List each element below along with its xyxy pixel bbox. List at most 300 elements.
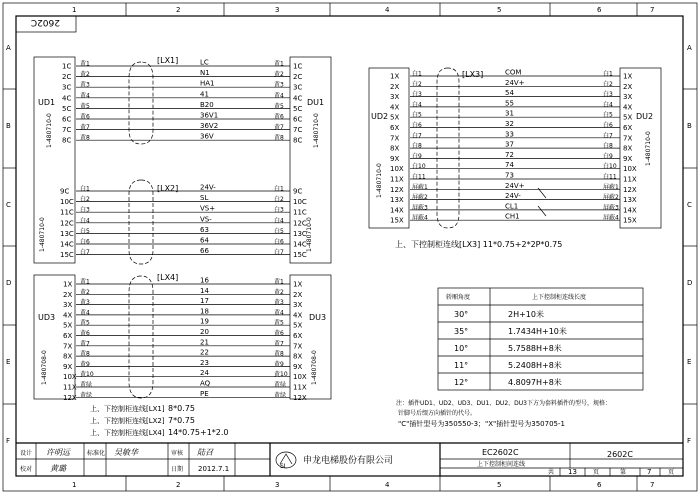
wire-label: 73: [505, 171, 514, 180]
wire-tag-left: 白3: [80, 206, 90, 214]
pin-label-right: 5X: [293, 321, 303, 330]
column-marker-bottom: 1: [72, 481, 77, 489]
column-marker-top: 3: [275, 6, 280, 14]
pin-label-left: 4X: [63, 311, 73, 320]
lx1-spec-label: 上、下控制柜连线[LX1]: [90, 405, 165, 413]
wire-tag-right: 黄2: [274, 288, 284, 296]
row-marker-right: A: [687, 44, 692, 52]
wire-tag-right: 黄6: [274, 113, 284, 121]
ud2-label: UD2: [371, 112, 389, 121]
pin-label-left: 12C: [60, 219, 74, 228]
wire-label: 36V: [200, 132, 214, 141]
column-marker-top: 1: [72, 6, 77, 14]
table-cell-length: 5.2408H+8米: [508, 361, 562, 370]
wire-tag-left: 黄1: [80, 60, 90, 68]
pin-label-left: 4C: [62, 94, 72, 103]
wire-tag-left: 黄4: [80, 309, 90, 317]
sheet-unit: 页: [668, 469, 675, 476]
row-marker-left: C: [6, 201, 11, 209]
pin-label-right: 12X: [293, 393, 307, 402]
wire-label: COM: [505, 68, 522, 77]
wire-tag-left: 屏蔽3: [412, 204, 428, 212]
wire-label: 21: [200, 338, 209, 347]
date-value: 2012.7.1: [198, 465, 230, 473]
signature-check: 黄璐: [50, 464, 66, 473]
wire-tag-left: 白4: [412, 101, 422, 109]
lx1-bundle-outline: [129, 62, 153, 144]
lx2-spec-value: 7*0.75: [168, 416, 195, 425]
pin-label-right: 13X: [623, 196, 637, 205]
lx2-spec-label: 上、下控制柜连线[LX2]: [90, 417, 165, 425]
wire-tag-right: 黄8: [274, 350, 284, 358]
table-cell-length: 5.7588H+8米: [508, 344, 562, 353]
total-label: 共: [548, 469, 555, 476]
wire-tag-right: 屏蔽1: [603, 183, 619, 191]
row-marker-left: A: [6, 44, 11, 52]
pin-label-right: 14C: [293, 240, 307, 249]
remark-line-3: "C"插针型号为350550-3；"X"插针型号为350705-1: [398, 420, 565, 428]
wire-label: CH1: [505, 212, 520, 221]
wire-label: HA1: [200, 79, 215, 88]
ud3-part: 1-480708-0: [41, 350, 48, 385]
row-marker-left: B: [6, 122, 11, 130]
wire-label: 36V2: [200, 122, 219, 131]
wire-label: 24V-: [505, 192, 521, 201]
column-marker-top: 5: [497, 6, 502, 14]
pin-label-right: 7X: [293, 342, 303, 351]
pin-label-left: 10C: [60, 198, 74, 207]
pin-label-left: 9X: [63, 362, 73, 371]
pin-label-right: 15X: [623, 216, 637, 225]
wire-tag-right: 白6: [274, 238, 284, 246]
wire-label: 31: [505, 109, 514, 118]
du3-label: DU3: [309, 313, 327, 322]
wire-label: 23: [200, 358, 209, 367]
wire-label: 37: [505, 140, 514, 149]
wire-tag-right: 白11: [603, 173, 617, 181]
wire-tag-left: 白7: [412, 132, 422, 140]
du1-part-lower: 1-480710-0: [306, 217, 313, 252]
signature-approve: 陆召: [197, 448, 213, 457]
wire-tag-left: 白9: [412, 152, 422, 160]
pin-label-right: 2X: [623, 82, 633, 91]
pin-label-left: 10X: [63, 373, 77, 382]
role-design: 设计: [20, 450, 33, 457]
date-label: 日期: [171, 466, 184, 473]
pin-label-right: 12C: [293, 219, 307, 228]
pin-label-left: 11X: [390, 175, 404, 184]
role-check: 校对: [20, 466, 33, 473]
column-marker-top: 7: [650, 6, 655, 14]
wire-label: 66: [200, 247, 209, 256]
wire-tag-right: 白5: [603, 111, 613, 119]
pin-label-right: 4X: [623, 103, 633, 112]
table-cell-length: 4.8097H+8米: [508, 378, 562, 387]
ud1-part-upper: 1-480710-0: [46, 113, 53, 148]
wire-tag-left: 黄1: [80, 278, 90, 286]
wire-tag-left: 黄绿: [80, 391, 93, 399]
wire-tag-left: 屏蔽2: [412, 194, 428, 202]
wire-tag-right: 黄7: [274, 340, 284, 348]
table-cell-angle: 10°: [454, 344, 469, 353]
wire-label: 36V1: [200, 111, 219, 120]
wire-tag-right: 屏蔽3: [603, 204, 619, 212]
wire-tag-left: 白2: [80, 196, 90, 204]
row-marker-right: B: [687, 122, 692, 130]
wire-label: 54: [505, 89, 514, 98]
pin-label-left: 2C: [62, 73, 72, 82]
row-marker-right: E: [687, 358, 692, 366]
column-marker-bottom: 4: [385, 481, 390, 489]
wire-tag-right: 黄3: [274, 299, 284, 307]
sheet-label: 第: [620, 469, 627, 476]
wire-tag-left: 黄3: [80, 81, 90, 89]
column-marker-top: 6: [597, 6, 602, 14]
wire-tag-left: 黄4: [80, 92, 90, 100]
sheet-number: 7: [647, 468, 652, 476]
pin-label-left: 1C: [62, 62, 72, 71]
du1-label: DU1: [307, 98, 325, 107]
pin-label-right: 3X: [623, 93, 633, 102]
column-marker-top: 2: [176, 6, 181, 14]
pin-label-left: 14X: [390, 206, 404, 215]
wire-tag-left: 黄7: [80, 340, 90, 348]
ud2-part: 1-480710-0: [376, 163, 383, 198]
column-marker-bottom: 6: [597, 481, 602, 489]
pin-label-left: 6X: [390, 124, 400, 132]
wire-label: 18: [200, 307, 209, 316]
wire-label: CL1: [505, 202, 519, 211]
pin-label-left: 8C: [62, 136, 72, 145]
pin-label-left: 8X: [63, 352, 73, 361]
wire-tag-right: 白5: [274, 227, 284, 235]
pin-label-left: 1X: [63, 280, 73, 289]
wire-tag-right: 屏蔽2: [603, 194, 619, 202]
pin-label-right: 9X: [623, 154, 633, 163]
wire-tag-right: 黄5: [274, 319, 284, 327]
pin-label-right: 5X: [623, 113, 633, 122]
wire-label: VS-: [200, 215, 212, 224]
pin-label-left: 7C: [62, 126, 72, 135]
wire-tag-left: 白10: [412, 163, 426, 171]
total-unit: 页: [593, 469, 600, 476]
role-standard: 标准化: [87, 450, 106, 457]
wire-label: 20: [200, 328, 209, 336]
wire-tag-right: 黄2: [274, 71, 284, 79]
pin-label-left: 13C: [60, 229, 74, 238]
pin-label-right: 1X: [293, 280, 303, 289]
wire-tag-right: 黄7: [274, 124, 284, 132]
wire-tag-left: 黄3: [80, 299, 90, 307]
shield-pair-mark-lower: [538, 206, 546, 216]
row-marker-left: D: [6, 279, 12, 287]
wire-tag-right: 白9: [603, 152, 613, 160]
pin-label-right: 7C: [293, 126, 303, 135]
company-logo: [276, 452, 296, 470]
wire-label: AQ: [200, 379, 211, 388]
wire-label: PE: [200, 389, 209, 398]
column-marker-bottom: 5: [497, 481, 502, 489]
wire-tag-left: 黄8: [80, 350, 90, 358]
pin-label-right: 15C: [293, 251, 307, 260]
wire-tag-right: 黄1: [274, 278, 284, 286]
pin-label-right: 3X: [293, 301, 303, 310]
pin-label-left: 3C: [62, 83, 72, 92]
wire-tag-right: 黄6: [274, 330, 284, 337]
wire-tag-right: 白1: [274, 185, 284, 193]
wire-tag-right: 白7: [274, 249, 284, 257]
table-header-angle: 轿厢角度: [446, 294, 471, 301]
pin-label-right: 8X: [623, 144, 633, 153]
total-sheets: 13: [568, 468, 577, 476]
wire-label: VS+: [200, 204, 216, 213]
wire-label: N1: [200, 69, 210, 78]
wire-tag-right: 黄8: [274, 134, 284, 142]
wire-label: 16: [200, 276, 209, 285]
du3-part: 1-480708-0: [311, 350, 318, 385]
wire-tag-right: 白6: [603, 122, 613, 129]
pin-label-left: 5X: [63, 321, 73, 330]
pin-label-right: 8X: [293, 352, 303, 361]
table-cell-angle: 11°: [454, 361, 469, 370]
wire-tag-right: 白4: [603, 101, 613, 109]
wire-tag-right: 黄绿: [274, 381, 287, 389]
pin-label-left: 8X: [390, 144, 400, 153]
wire-label: 24V+: [505, 78, 525, 87]
pin-label-left: 14C: [60, 240, 74, 249]
pin-label-right: 11C: [293, 208, 307, 217]
signature-standard: 吴敏华: [114, 448, 138, 457]
wire-tag-right: 白2: [274, 196, 284, 204]
company-name: 申龙电梯股份有限公司: [303, 456, 394, 466]
wire-tag-right: 黄绿: [274, 391, 287, 399]
wire-tag-right: 黄5: [274, 102, 284, 110]
lx3-spec-note: 上、下控制柜连线[LX3] 11*0.75+2*2P*0.75: [395, 240, 563, 249]
wire-tag-left: 黄10: [80, 371, 94, 379]
signature-design: 许明远: [46, 448, 70, 457]
wire-tag-right: 白10: [603, 163, 617, 171]
wire-tag-right: 黄4: [274, 309, 284, 317]
pin-label-left: 7X: [63, 342, 73, 351]
remark-line-1: 注：插件UD1、UD2、UD3、DU1、DU2、DU3下方为套料插件的型号，规格：: [396, 400, 611, 407]
pin-label-right: 10C: [293, 198, 307, 207]
wire-tag-left: 白7: [80, 249, 90, 257]
wire-label: 72: [505, 150, 514, 159]
ud3-label: UD3: [38, 313, 56, 322]
row-marker-right: F: [687, 437, 692, 445]
pin-label-right: 14X: [623, 206, 637, 215]
wire-tag-left: 屏蔽1: [412, 183, 428, 191]
lx1-spec-value: 8*0.75: [168, 404, 195, 413]
wire-tag-left: 白1: [412, 70, 422, 78]
du1-part-upper: 1-480710-0: [313, 113, 320, 148]
wire-tag-right: 白1: [603, 70, 613, 78]
row-marker-left: E: [6, 358, 11, 366]
pin-label-right: 12X: [623, 185, 637, 194]
wire-tag-left: 黄5: [80, 102, 90, 110]
remark-line-2: 针脚号后缀方向插针的代号。: [398, 410, 477, 417]
pin-label-left: 6X: [63, 332, 73, 340]
du2-label: DU2: [636, 112, 654, 121]
wire-label: 17: [200, 297, 209, 306]
wire-tag-left: 白5: [80, 227, 90, 235]
pin-label-left: 11X: [63, 383, 77, 392]
pin-label-right: 2X: [293, 290, 303, 299]
wire-tag-left: 黄5: [80, 319, 90, 327]
wire-tag-right: 白2: [603, 80, 613, 88]
pin-label-left: 12X: [63, 393, 77, 402]
lx1-tag: [LX1]: [157, 56, 179, 65]
wire-label: 14: [200, 286, 209, 295]
ud1-label: UD1: [38, 98, 56, 107]
table-cell-angle: 12°: [454, 378, 469, 387]
pin-label-left: 13X: [390, 196, 404, 205]
table-cell-angle: 35°: [454, 327, 469, 336]
pin-label-left: 3X: [63, 301, 73, 310]
lx4-spec-label: 上、下控制柜连线[LX4]: [90, 429, 165, 437]
wire-tag-left: 黄9: [80, 360, 90, 368]
pin-label-left: 5C: [62, 104, 72, 113]
wire-tag-left: 白4: [80, 217, 90, 225]
wire-label: 24V+: [505, 181, 525, 190]
wire-label: 74: [505, 161, 514, 170]
wire-tag-left: 屏蔽4: [412, 214, 428, 222]
column-marker-bottom: 3: [275, 481, 280, 489]
wire-tag-left: 黄6: [80, 330, 90, 337]
wire-tag-right: 黄9: [274, 360, 284, 368]
lx3-tag: [LX3]: [462, 70, 484, 79]
wire-tag-left: 黄绿: [80, 381, 93, 389]
wire-label: LC: [200, 58, 209, 67]
pin-label-right: 10X: [623, 165, 637, 174]
table-header-length: 上下控制柜连线长度: [532, 294, 587, 301]
table-cell-length: 1.7434H+10米: [508, 327, 567, 336]
drawing-title: 上下控制柜间连线: [477, 461, 526, 468]
wire-label: 64: [200, 236, 209, 245]
wire-label: 32: [505, 120, 514, 128]
pin-label-left: 9X: [390, 154, 400, 163]
pin-label-right: 2C: [293, 73, 303, 82]
pin-label-right: 4X: [293, 311, 303, 320]
wire-tag-left: 黄6: [80, 113, 90, 121]
wire-label: 41: [200, 90, 209, 99]
wire-label: 19: [200, 317, 209, 326]
pin-label-right: 8C: [293, 136, 303, 145]
role-approve: 审核: [171, 450, 184, 457]
row-marker-left: F: [6, 437, 11, 445]
wire-tag-right: 白3: [603, 91, 613, 99]
wire-tag-left: 白11: [412, 173, 426, 181]
lx2-bundle-outline: [129, 180, 153, 264]
wire-tag-right: 黄10: [274, 371, 288, 379]
wire-tag-right: 白4: [274, 217, 284, 225]
corner-code: 2602C: [30, 17, 60, 27]
pin-label-left: 15X: [390, 216, 404, 225]
wire-tag-right: 黄1: [274, 60, 284, 68]
wire-label: 24V-: [200, 183, 216, 192]
wire-tag-right: 白8: [603, 142, 613, 150]
pin-label-left: 2X: [63, 290, 73, 299]
pin-label-left: 10X: [390, 165, 404, 174]
column-marker-bottom: 2: [176, 481, 181, 489]
wire-tag-left: 黄8: [80, 134, 90, 142]
pin-label-right: 1C: [293, 62, 303, 71]
pin-label-right: 10X: [293, 373, 307, 382]
wire-label: 24: [200, 369, 209, 378]
du2-part: 1-480710-0: [645, 131, 652, 166]
wire-tag-left: 黄2: [80, 71, 90, 79]
pin-label-left: 9C: [60, 187, 70, 196]
column-marker-top: 4: [385, 6, 390, 14]
length-table: [438, 288, 643, 390]
wire-tag-left: 黄7: [80, 124, 90, 132]
wire-label: 63: [200, 225, 209, 234]
pin-label-right: 9X: [293, 362, 303, 371]
pin-label-right: 5C: [293, 104, 303, 113]
wire-tag-right: 黄4: [274, 92, 284, 100]
pin-label-left: 11C: [60, 208, 74, 217]
ud1-part-lower: 1-480710-0: [39, 217, 46, 252]
pin-label-left: 2X: [390, 82, 400, 91]
pin-label-right: 6X: [293, 332, 303, 340]
pin-label-right: 6C: [293, 115, 303, 124]
wire-tag-left: 白8: [412, 142, 422, 150]
project-number: 2602C: [607, 450, 633, 459]
wire-tag-right: 黄3: [274, 81, 284, 89]
pin-label-left: 6C: [62, 115, 72, 124]
table-cell-length: 2H+10米: [508, 310, 544, 319]
pin-label-right: 11X: [623, 175, 637, 184]
wire-label: B20: [200, 100, 214, 109]
pin-label-right: 4C: [293, 94, 303, 103]
pin-label-left: 12X: [390, 185, 404, 194]
pin-label-left: 5X: [390, 113, 400, 122]
pin-label-right: 7X: [623, 134, 633, 143]
pin-label-left: 7X: [390, 134, 400, 143]
wire-tag-left: 白3: [412, 91, 422, 99]
wire-tag-left: 白6: [412, 122, 422, 129]
lx2-tag: [LX2]: [157, 184, 179, 193]
wire-label: 55: [505, 99, 514, 108]
pin-label-right: 3C: [293, 83, 303, 92]
column-marker-bottom: 7: [650, 481, 655, 489]
pin-label-left: 15C: [60, 251, 74, 260]
pin-label-right: 6X: [623, 124, 633, 132]
pin-label-right: 1X: [623, 72, 633, 81]
table-cell-angle: 30°: [454, 310, 469, 319]
wire-tag-left: 白1: [80, 185, 90, 193]
pin-label-left: 4X: [390, 103, 400, 112]
wire-label: 22: [200, 348, 209, 357]
svg-text:SL: SL: [280, 463, 288, 470]
wire-tag-right: 白7: [603, 132, 613, 140]
wire-tag-left: 白5: [412, 111, 422, 119]
wire-tag-right: 屏蔽4: [603, 214, 619, 222]
pin-label-right: 9C: [293, 187, 303, 196]
row-marker-right: D: [687, 279, 693, 287]
wire-tag-left: 白6: [80, 238, 90, 246]
lx4-spec-value: 14*0.75+1*2.0: [168, 428, 229, 437]
wire-tag-right: 白3: [274, 206, 284, 214]
pin-label-left: 3X: [390, 93, 400, 102]
wire-label: SL: [200, 194, 209, 203]
lx4-tag: [LX4]: [157, 273, 179, 282]
wire-tag-left: 黄2: [80, 288, 90, 296]
drawing-number: EC2602C: [482, 448, 519, 457]
pin-label-right: 11X: [293, 383, 307, 392]
wire-tag-left: 白2: [412, 80, 422, 88]
row-marker-right: C: [687, 201, 692, 209]
